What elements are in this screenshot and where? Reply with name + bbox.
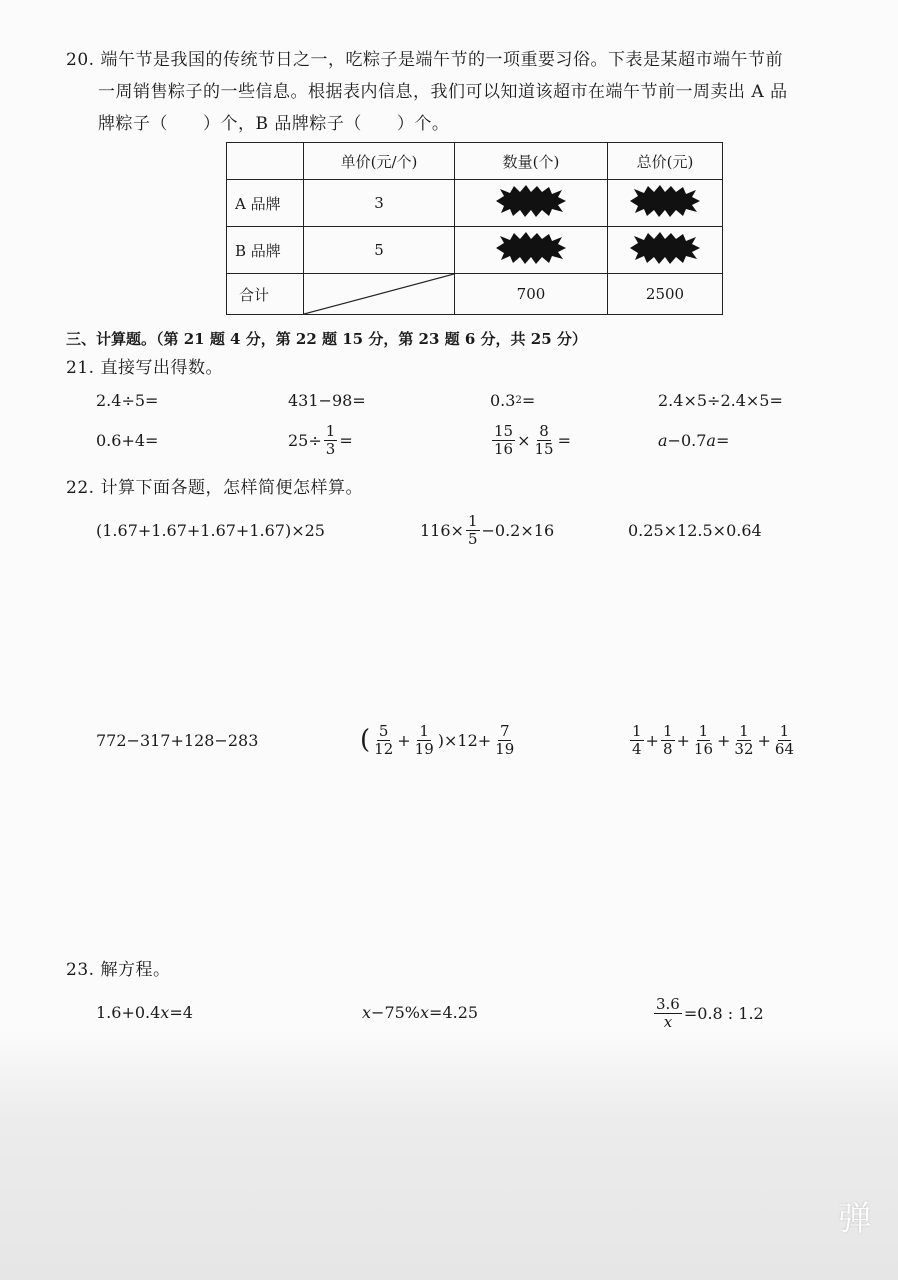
q22-expr-5: [360, 718, 518, 762]
ink-blot-icon: [628, 231, 702, 265]
q22-e5-close: )×12+: [437, 730, 492, 750]
denominator: 19: [495, 739, 515, 758]
q21-e8-mid: −0.7: [667, 430, 707, 450]
q21-e7-op: ×: [517, 430, 531, 450]
q23-e2-tail: =4.25: [429, 1002, 479, 1022]
sales-table: [226, 142, 723, 315]
ink-blot-icon: [628, 184, 702, 218]
section-3-heading: 三、计算题。（第 21 题 4 分，第 22 题 15 分，第 23 题 6 分，共 25 分）: [66, 330, 587, 348]
q21-e3-tail: =: [521, 390, 536, 410]
row-label-b: B 品牌: [227, 227, 304, 274]
numerator: 15: [494, 421, 514, 440]
table-row-total: [227, 274, 723, 315]
price-a: 3: [304, 180, 455, 227]
q21-expr-1: 2.4÷5=: [96, 390, 159, 410]
row-label-total: 合计: [227, 274, 304, 315]
total-quantity: 700: [455, 274, 608, 315]
table-header-empty: [227, 143, 304, 180]
denominator: 32: [734, 739, 754, 758]
q21-e3-exponent: 2: [515, 394, 522, 406]
table-header-quantity: 数量(个): [455, 143, 608, 180]
q22-expr-2: [420, 510, 554, 550]
denominator: x: [663, 1012, 673, 1031]
q21-e8-tail: =: [715, 430, 730, 450]
question-22-title: 22. 计算下面各题，怎样简便怎样算。: [66, 478, 363, 498]
q21-expr-8: [658, 428, 729, 452]
question-20-line-1: 20. 端午节是我国的传统节日之一，吃粽子是端午节的一项重要习俗。下表是某超市端午节前: [66, 50, 783, 70]
q21-e6-fraction: [324, 423, 338, 458]
question-20-line-3: 牌粽子（ ）个，B 品牌粽子（ ）个。: [98, 114, 450, 134]
denominator: 5: [467, 529, 478, 548]
q21-e6-tail: =: [339, 430, 353, 450]
denominator: 8: [662, 739, 673, 758]
diagonal-line: [304, 274, 454, 314]
q23-e3-tail: =0.8 : 1.2: [683, 1003, 764, 1023]
q22-e6-op: +: [645, 730, 659, 750]
q21-e8-var-a: a: [658, 430, 668, 450]
q22-e2-pre: 116×: [420, 520, 464, 540]
q23-e1-x: x: [160, 1002, 170, 1022]
q21-expr-4: 2.4×5÷2.4×5=: [658, 390, 783, 410]
q23-expr-2: [362, 1000, 478, 1024]
q22-e6-fraction-1: [630, 723, 644, 758]
numerator: 1: [467, 511, 478, 530]
q21-expr-7: [490, 420, 571, 460]
question-20-line-2: 一周销售粽子的一些信息。根据表内信息，我们可以知道该超市在端午节前一周卖出 A 品: [98, 82, 788, 102]
q21-expr-6: [288, 420, 353, 460]
table-header-row: [227, 143, 723, 180]
denominator: 16: [693, 739, 713, 758]
q22-e6-op: +: [757, 730, 771, 750]
q22-e6-fraction-5: [773, 723, 796, 758]
q23-e2-mid: −75%: [371, 1002, 420, 1022]
numerator: 8: [539, 421, 549, 440]
q21-expr-2: 431−98=: [288, 390, 366, 410]
q23-expr-1: [96, 1000, 193, 1024]
table-row-b: [227, 227, 723, 274]
price-b: 5: [304, 227, 455, 274]
q22-e5-fraction-3: [493, 723, 516, 758]
q23-e2-x: x: [362, 1002, 372, 1022]
q22-expr-4: 772−317+128−283: [96, 730, 259, 750]
q21-e8-var-a2: a: [706, 430, 716, 450]
ink-blot-icon: [494, 184, 568, 218]
q22-e6-fraction-4: [732, 723, 755, 758]
denominator: 64: [774, 739, 794, 758]
numerator: 1: [662, 721, 673, 740]
table-header-price: 单价(元/个): [304, 143, 455, 180]
question-23-title: 23. 解方程。: [66, 960, 171, 980]
q22-e5-plus: +: [397, 730, 411, 750]
ink-blot-total-a: [608, 180, 723, 227]
q22-e6-fraction-2: [661, 723, 675, 758]
denominator: 3: [325, 439, 336, 458]
q23-e1-pre: 1.6+0.4: [96, 1002, 161, 1022]
ink-blot-quantity-b: [455, 227, 608, 274]
q23-e2-x2: x: [420, 1002, 430, 1022]
q21-e6-pre: 25÷: [288, 430, 322, 450]
q21-e7-fraction-1: [492, 423, 515, 458]
q22-expr-3: 0.25×12.5×0.64: [628, 520, 762, 540]
q21-e3-base: 0.3: [490, 390, 516, 410]
numerator: 1: [325, 421, 336, 440]
q22-e5-fraction-1: [372, 723, 395, 758]
q23-e1-tail: =4: [169, 1002, 193, 1022]
q21-e7-tail: =: [557, 430, 571, 450]
numerator: 1: [698, 721, 709, 740]
row-label-a: A 品牌: [227, 180, 304, 227]
q22-e2-tail: −0.2×16: [481, 520, 555, 540]
denominator: 16: [494, 439, 514, 458]
q22-e2-fraction: [466, 513, 480, 548]
q22-e6-fraction-3: [692, 723, 715, 758]
diagonal-cell: [304, 274, 455, 315]
q23-e3-fraction: [654, 996, 682, 1031]
denominator: 15: [534, 439, 554, 458]
q21-e7-fraction-2: [533, 423, 556, 458]
total-amount: 2500: [608, 274, 723, 315]
q23-expr-3: [652, 992, 764, 1034]
numerator: 3.6: [656, 994, 680, 1013]
q22-e5-open-paren: (: [360, 725, 371, 755]
numerator: 1: [739, 721, 749, 740]
question-21-title: 21. 直接写出得数。: [66, 358, 223, 378]
denominator: 4: [632, 739, 642, 758]
ink-blot-icon: [494, 231, 568, 265]
denominator: 12: [374, 739, 394, 758]
q21-expr-5: 0.6+4=: [96, 430, 159, 450]
q22-e6-op: +: [717, 730, 731, 750]
q21-expr-3: [490, 388, 535, 412]
numerator: 7: [499, 721, 510, 740]
q22-expr-1: (1.67+1.67+1.67+1.67)×25: [96, 520, 325, 540]
numerator: 5: [378, 721, 389, 740]
numerator: 1: [632, 721, 642, 740]
denominator: 19: [414, 739, 434, 758]
q22-e5-fraction-2: [413, 723, 436, 758]
ink-blot-total-b: [608, 227, 723, 274]
ink-blot-quantity-a: [455, 180, 608, 227]
q22-e6-op: +: [676, 730, 690, 750]
table-header-total: 总价(元): [608, 143, 723, 180]
numerator: 1: [779, 721, 790, 740]
table-row-a: [227, 180, 723, 227]
numerator: 1: [419, 721, 429, 740]
watermark-glyph: 弹: [838, 1199, 872, 1239]
q22-expr-6: [628, 718, 798, 762]
